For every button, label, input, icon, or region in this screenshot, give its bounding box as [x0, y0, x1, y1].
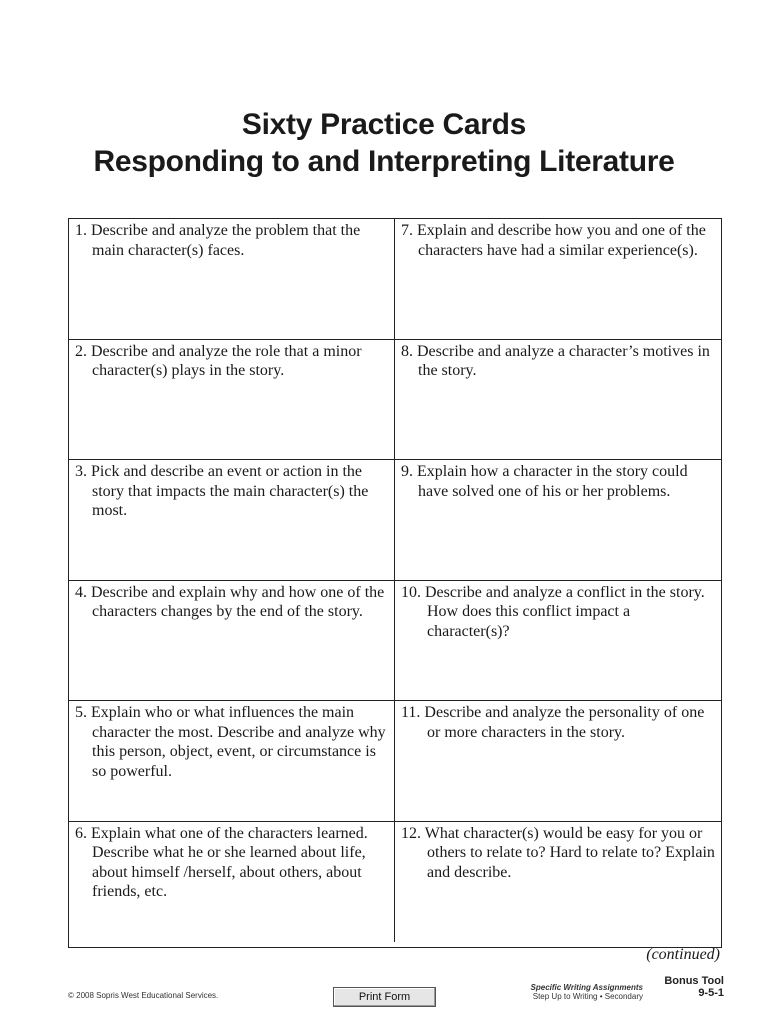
card-8: 8. Describe and analyze a character’s motives in the story.: [395, 340, 721, 461]
continued-note: (continued): [646, 946, 720, 963]
card-7: 7. Explain and describe how you and one of the characters have had a similar experience(s).: [395, 219, 721, 340]
card-5: 5. Explain who or what influences the main character the most. Describe and analyze why this person, object, event, or circumstance is so powerful.: [69, 701, 395, 822]
title-line-2: Responding to and Interpreting Literature: [93, 145, 675, 178]
series-subtitle: Step Up to Writing • Secondary: [532, 992, 643, 1001]
page-title: [0, 106, 768, 180]
card-11: 11. Describe and analyze the personality of one or more characters in the story.: [395, 701, 721, 822]
copyright: © 2008 Sopris West Educational Services.: [68, 991, 219, 1000]
card-10: 10. Describe and analyze a conflict in the story. How does this conflict impact a character(s)?: [395, 581, 721, 702]
card-12: 12. What character(s) would be easy for you or others to relate to? Hard to relate to? Explain and describe.: [401, 824, 715, 881]
tool-label: Bonus Tool: [664, 975, 724, 987]
series-info: [529, 983, 643, 1001]
card-3: 3. Pick and describe an event or action in the story that impacts the main character(s) the most.: [69, 460, 395, 581]
card-1: 1. Describe and analyze the problem that the main character(s) faces.: [69, 219, 395, 340]
tool-number: 9-5-1: [698, 987, 724, 999]
series-title: Specific Writing Assignments: [530, 983, 643, 992]
card-9: 9. Explain how a character in the story could have solved one of his or her problems.: [395, 460, 721, 581]
title-line-1: Sixty Practice Cards: [241, 108, 527, 141]
card-2: 2. Describe and analyze the role that a minor character(s) plays in the story.: [69, 340, 395, 461]
practice-cards-table: [68, 218, 722, 948]
print-form-button[interactable]: Print Form: [333, 987, 436, 1007]
card-4: 4. Describe and explain why and how one of the characters changes by the end of the story.: [69, 581, 395, 702]
card-6: 6. Explain what one of the characters learned. Describe what he or she learned about life, about himself /herself, about others, about friends, etc.: [69, 822, 395, 943]
tool-id: [664, 975, 724, 999]
